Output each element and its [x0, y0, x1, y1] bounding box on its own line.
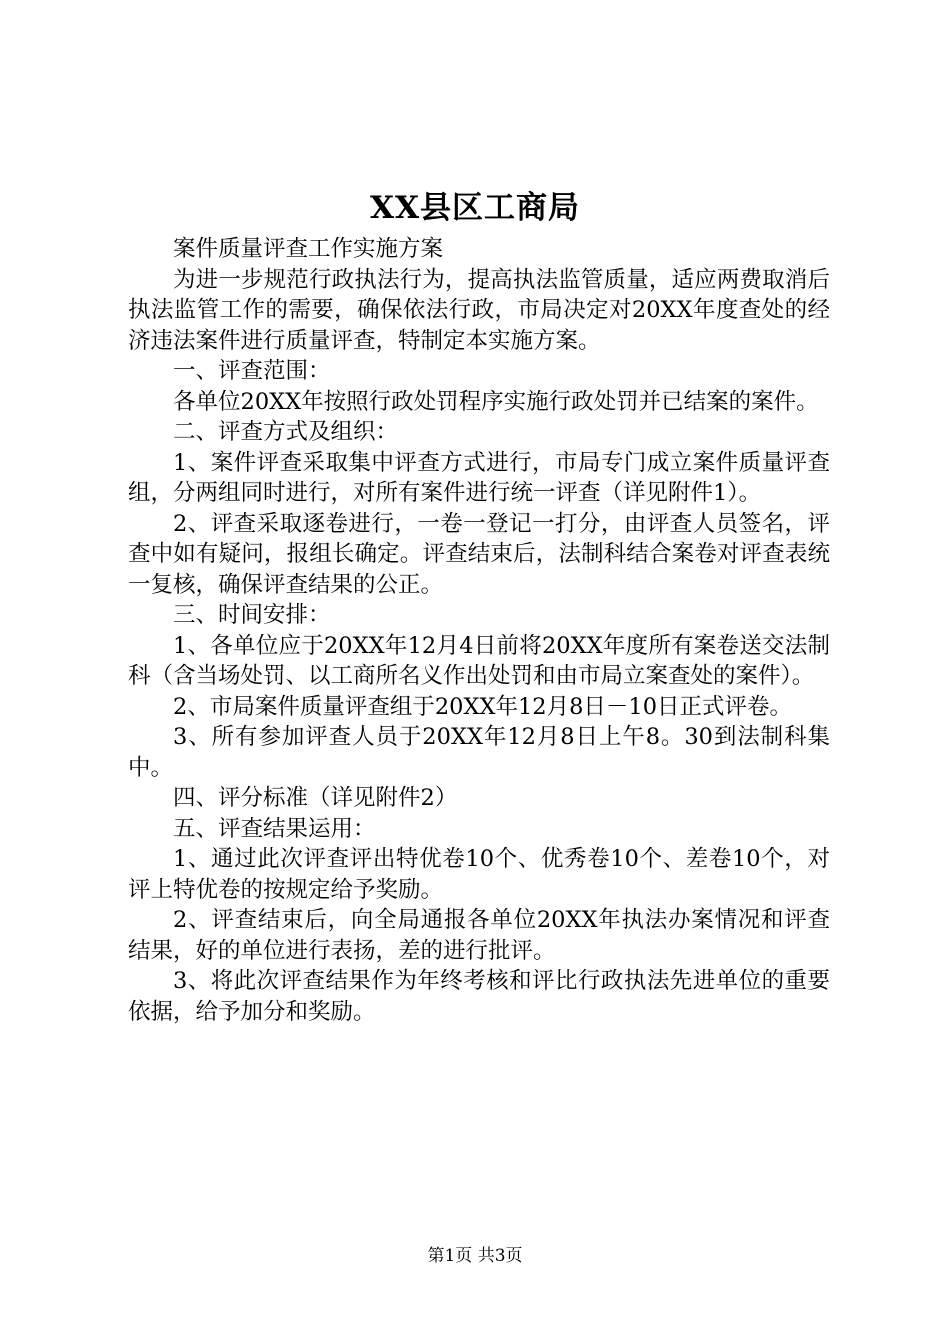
section-heading-criteria: 四、评分标准（详见附件2）: [173, 785, 458, 811]
document-subtitle: 案件质量评查工作实施方案: [173, 236, 444, 262]
paragraph-schedule-3: 3、所有参加评查人员于20XX年12月8日上午8。30到法制科集中。: [128, 724, 830, 781]
document-body: [128, 234, 830, 1027]
paragraph-method-1: 1、案件评查采取集中评查方式进行，市局专门成立案件质量评查组，分两组同时进行，对所有案件进行统一评查（详见附件1）。: [128, 449, 830, 506]
paragraph-results-2: 2、评查结束后，向全局通报各单位20XX年执法办案情况和评查结果，好的单位进行表扬，差的进行批评。: [128, 907, 830, 964]
page-number-footer: 第1页 共3页: [427, 1246, 523, 1266]
paragraph-results-1: 1、通过此次评查评出特优卷10个、优秀卷10个、差卷10个，对评上特优卷的按规定给予奖励。: [128, 846, 830, 903]
section-heading-scope: 一、评查范围：: [173, 358, 331, 384]
document-title: XX县区工商局: [369, 190, 581, 226]
section-heading-schedule: 三、时间安排：: [173, 602, 331, 628]
paragraph-schedule-1: 1、各单位应于20XX年12月4日前将20XX年度所有案卷送交法制科（含当场处罚、以工商所名义作出处罚和由市局立案查处的案件）。: [128, 632, 830, 689]
paragraph-scope: 各单位20XX年按照行政处罚程序实施行政处罚并已结案的案件。: [173, 388, 819, 415]
paragraph-intro: 为进一步规范行政执法行为，提高执法监管质量，适应两费取消后执法监管工作的需要，确保依法行政，市局决定对20XX年度查处的经济违法案件进行质量评查，特制定本实施方案。: [128, 266, 830, 354]
section-heading-method: 二、评查方式及组织：: [173, 419, 399, 445]
section-heading-results: 五、评查结果运用：: [173, 815, 376, 842]
paragraph-method-2: 2、评查采取逐卷进行，一卷一登记一打分，由评查人员签名，评查中如有疑问，报组长确定。评查结束后，法制科结合案卷对评查表统一复核，确保评查结果的公正。: [128, 510, 830, 598]
paragraph-schedule-2: 2、市局案件质量评查组于20XX年12月8日－10日正式评卷。: [173, 693, 793, 720]
paragraph-results-3: 3、将此次评查结果作为年终考核和评比行政执法先进单位的重要依据，给予加分和奖励。: [128, 968, 830, 1025]
